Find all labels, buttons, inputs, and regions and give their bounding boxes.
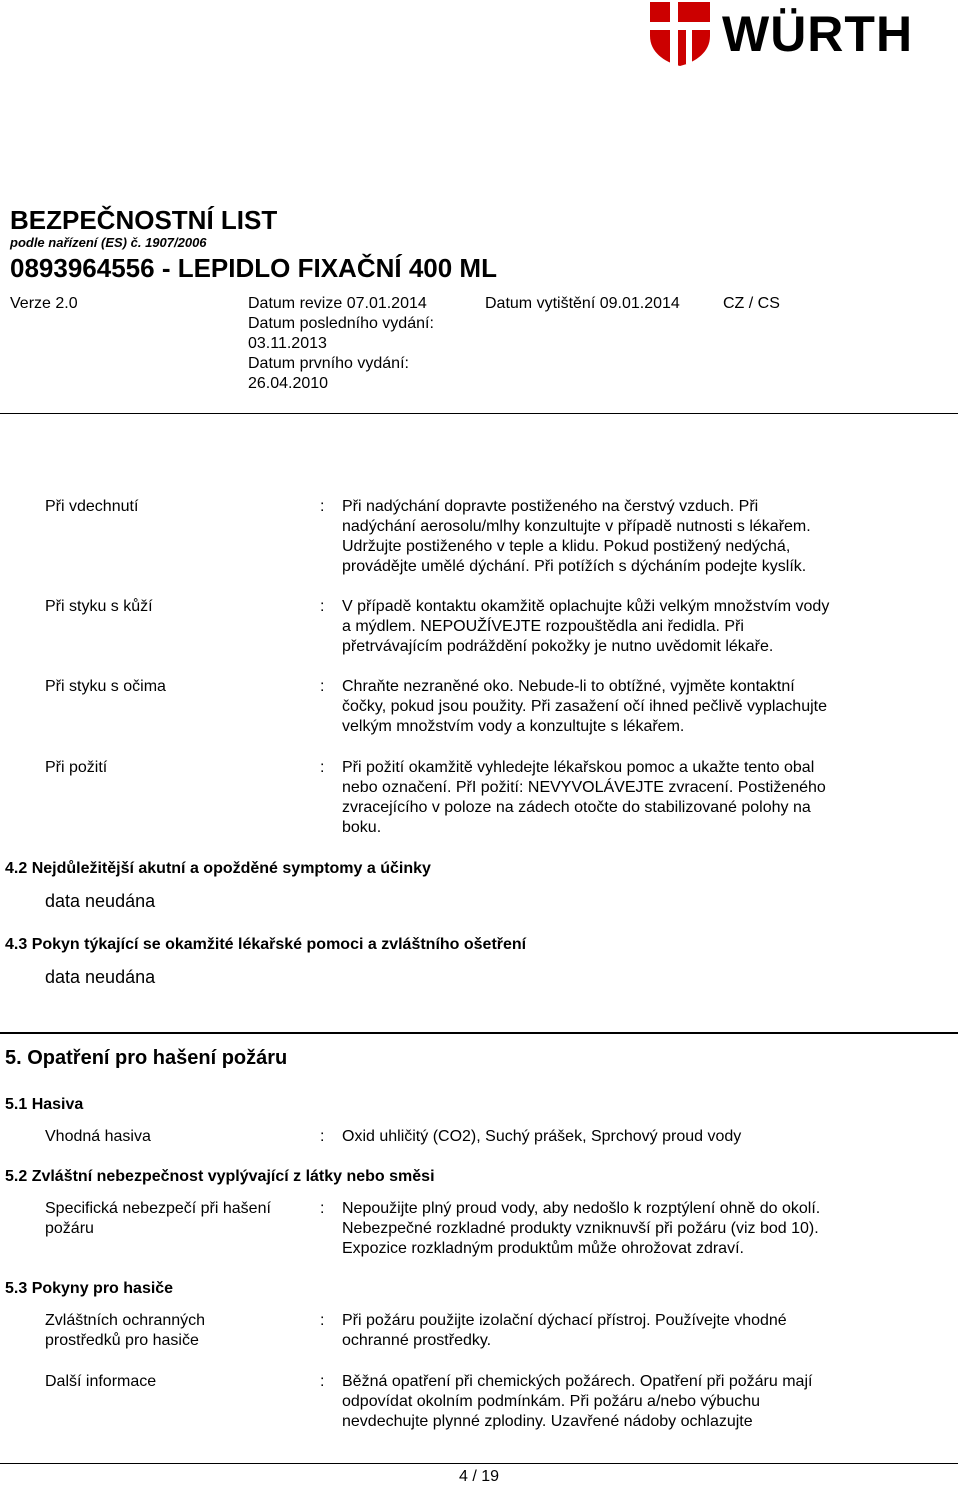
section-5-heading: 5. Opatření pro hašení požáru <box>5 1047 288 1069</box>
first-aid-label-eyes: Při styku s očima <box>45 678 166 695</box>
first-aid-text-eyes: Chraňte nezraněné oko. Nebude-li to obtížné, vyjměte kontaktní čočky, pokud jsou použity. Při zasažení očí ihned pečlivě vyplachujte velkým množstvím vody a konzultujte s lékařem. <box>342 678 827 735</box>
first-issue-date: 26.04.2010 <box>248 375 329 392</box>
specific-hazards-text: Nepoužijte plný proud vody, aby nedošlo k rozptýlení ohně do okolí. Nebezpečné rozkladné produkty vzniknuvší při požáru (viz bod 10). Expozice rozkladným produktům může ohrožovat zdraví. <box>342 1200 821 1257</box>
section-4-3-text: data neudána <box>45 967 156 987</box>
section-5-2-heading: 5.2 Zvláštní nebezpečnost vyplývající z látky nebo směsi <box>5 1168 435 1185</box>
product-name: 0893964556 - LEPIDLO FIXAČNÍ 400 ML <box>10 253 497 283</box>
colon: : <box>320 1200 325 1217</box>
revision-date: Datum revize 07.01.2014 <box>248 295 427 312</box>
suitable-media-text: Oxid uhličitý (CO2), Suchý prášek, Sprchový proud vody <box>342 1128 742 1145</box>
section-5-3-heading: 5.3 Pokyny pro hasiče <box>5 1280 174 1297</box>
footer-divider <box>0 1463 958 1464</box>
last-issue-label: Datum posledního vydání: <box>248 315 434 332</box>
last-issue-date: 03.11.2013 <box>248 335 327 352</box>
further-info-text: Běžná opatření při chemických požárech. Opatření při požáru mají odpovídat okolním podmínkám. Při požáru a/nebo výbuchu nevdechujte plynné zplodiny. Uzavřené nádoby ochlazujte <box>342 1373 813 1430</box>
logo-wordmark: WÜRTH <box>722 6 914 62</box>
wurth-logo-mark-icon <box>648 0 712 66</box>
first-aid-label-ingestion: Při požití <box>45 759 108 776</box>
first-issue-label: Datum prvního vydání: <box>248 355 409 372</box>
first-aid-label-skin: Při styku s kůží <box>45 598 153 615</box>
section-divider <box>0 1032 958 1034</box>
specific-hazards-label: Specifická nebezpečí při hašení požáru <box>45 1200 271 1237</box>
language-code: CZ / CS <box>723 295 780 312</box>
section-4-2-text: data neudána <box>45 891 156 911</box>
protective-equipment-label: Zvláštních ochranných prostředků pro hasiče <box>45 1312 206 1349</box>
suitable-media-label: Vhodná hasiva <box>45 1128 151 1145</box>
protective-equipment-text: Při požáru použijte izolační dýchací přístroj. Používejte vhodné ochranné prostředky. <box>342 1312 787 1349</box>
first-aid-label-inhalation: Při vdechnutí <box>45 498 139 515</box>
colon: : <box>320 498 325 515</box>
page-number: 4 / 19 <box>458 1468 500 1485</box>
revision-info <box>248 294 478 394</box>
first-aid-text-ingestion: Při požití okamžitě vyhledejte lékařskou pomoc a ukažte tento obal nebo označení. PřI požití: NEVYVOLÁVEJTE zvracení. Postiženého zvracejícího v poloze na zádech otočte do stabilizované polohy na boku. <box>342 759 826 836</box>
header-divider <box>0 413 958 414</box>
first-aid-text-inhalation: Při nadýchání dopravte postiženého na čerstvý vzduch. Při nadýchání aerosolu/mlhy konzultujte v případě nutnosti s lékařem. Udržujte postiženého v teple a klidu. Pokud postižený nedýchá, provádějte umělé dýchání. Při potížích s dýcháním podejte kyslík. <box>342 498 811 575</box>
document-title: BEZPEČNOSTNÍ LIST <box>10 205 278 235</box>
colon: : <box>320 1312 325 1329</box>
colon: : <box>320 1373 325 1390</box>
section-4-2-heading: 4.2 Nejdůležitější akutní a opožděné symptomy a účinky <box>5 860 431 877</box>
further-info-label: Další informace <box>45 1373 157 1390</box>
version: Verze 2.0 <box>10 295 78 312</box>
print-date: Datum vytištění 09.01.2014 <box>485 295 680 312</box>
wurth-logo <box>648 0 960 70</box>
section-4-3-heading: 4.3 Pokyn týkající se okamžité lékařské pomoci a zvláštního ošetření <box>5 936 527 953</box>
regulation-subtitle: podle nařízení (ES) č. 1907/2006 <box>10 235 207 250</box>
section-5-1-heading: 5.1 Hasiva <box>5 1096 84 1113</box>
colon: : <box>320 678 325 695</box>
colon: : <box>320 759 325 776</box>
colon: : <box>320 598 325 615</box>
first-aid-text-skin: V případě kontaktu okamžitě oplachujte kůži velkým množstvím vody a mýdlem. NEPOUŽÍVEJTE rozpouštědla ani ředidla. Při přetrvávajícím podráždění pokožky je nutno uvědomit lékaře. <box>342 598 830 655</box>
colon: : <box>320 1128 325 1145</box>
